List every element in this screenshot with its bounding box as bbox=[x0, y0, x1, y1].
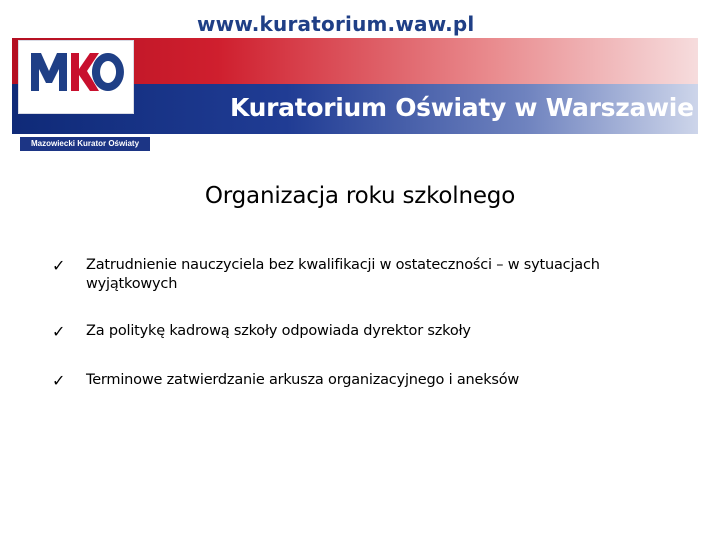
mko-logo-icon bbox=[27, 45, 125, 97]
checkmark-icon: ✓ bbox=[52, 256, 66, 275]
bullet-item bbox=[52, 322, 652, 341]
logo-caption: Mazowiecki Kurator Oświaty bbox=[20, 137, 150, 151]
bullet-text: Za politykę kadrową szkoły odpowiada dyrektor szkoły bbox=[86, 323, 471, 339]
checkmark-icon: ✓ bbox=[52, 371, 66, 390]
website-url: www.kuratorium.waw.pl bbox=[197, 12, 475, 36]
bullet-item bbox=[52, 256, 652, 294]
bullet-text: Terminowe zatwierdzanie arkusza organizacyjnego i aneksów bbox=[86, 372, 520, 388]
header-banner bbox=[0, 0, 720, 148]
logo-letters bbox=[19, 41, 20, 42]
mko-logo bbox=[18, 40, 140, 148]
banner-title: Kuratorium Oświaty w Warszawie bbox=[230, 93, 694, 122]
bullet-item bbox=[52, 371, 652, 390]
checkmark-icon: ✓ bbox=[52, 322, 66, 341]
slide-title: Organizacja roku szkolnego bbox=[204, 183, 516, 209]
bullet-list bbox=[52, 256, 652, 390]
bullet-text: Zatrudnienie nauczyciela bez kwalifikacji w ostateczności – w sytuacjach wyjątkowych bbox=[86, 257, 600, 292]
